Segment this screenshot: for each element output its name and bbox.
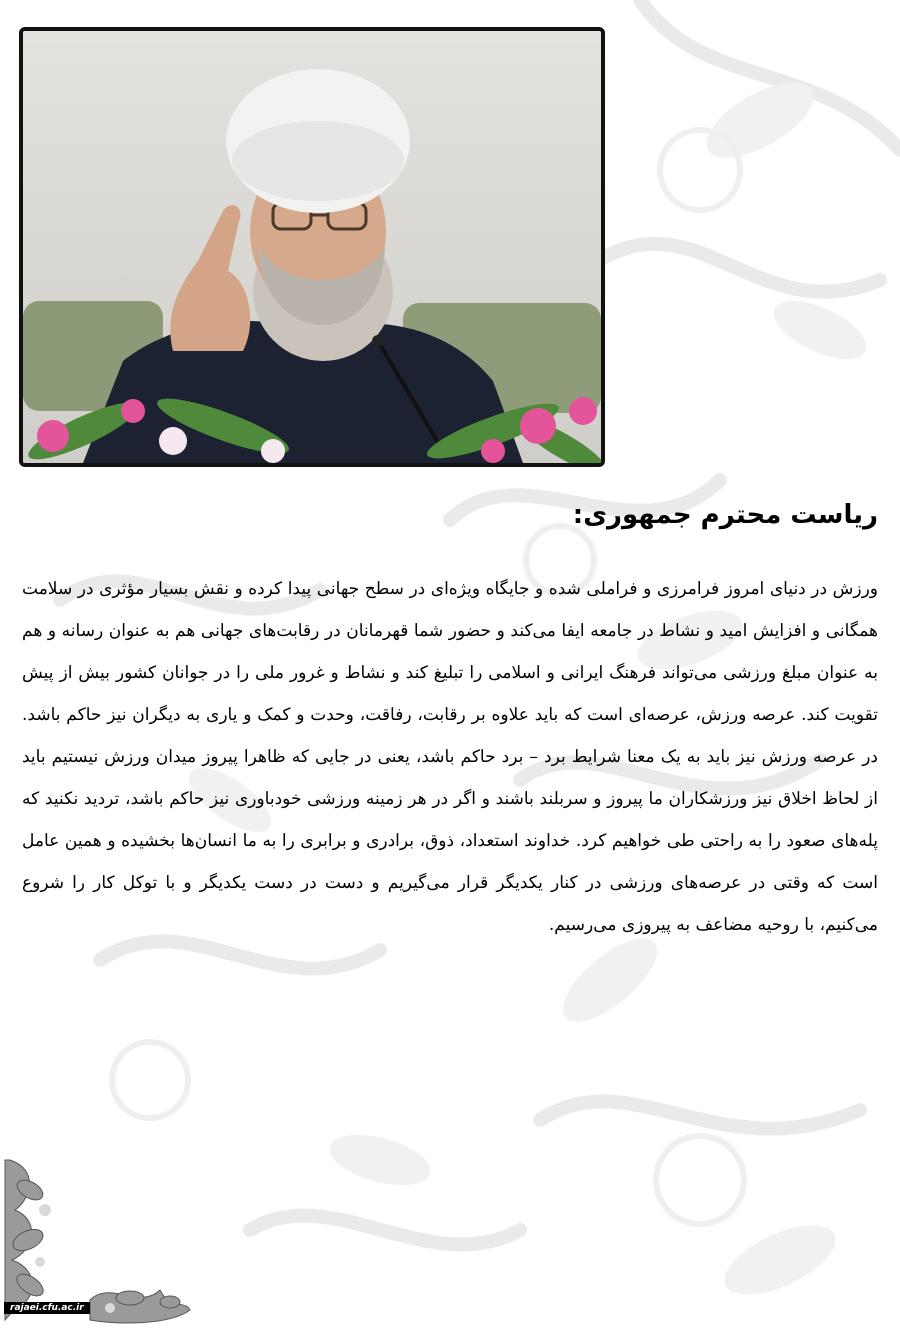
site-logo: rajaei.cfu.ac.ir	[4, 1302, 90, 1314]
portrait-photo	[19, 27, 605, 467]
body-paragraph: ورزش در دنیای امروز فرامرزی و فراملی شده و جایگاه ویژه‌ای در سطح جهانی پیدا کرده و نقش بسیار مؤثری در سلامت همگانی و افزایش امید و نشاط در جامعه ایفا می‌کند و حضور شما قهرمانان در رقابت‌های جهانی هم به عنوان رسانه و هم به عنوان مبلغ ورزشی می‌تواند فرهنگ ایرانی و اسلامی را تبلیغ کند و نشاط و غرور ملی را در جوانان کشور بیش از پیش تقویت کند. عرصه ورزش، عرصه‌ای است که باید علاوه بر رقابت، رفاقت، وحدت و کمک و یاری به دیگران نیز حاکم باشد. در عرصه ورزش نیز باید به یک معنا شرایط برد – برد حاکم باشد، یعنی در جایی که ظاهرا پیروز میدان ورزش نیستیم باید از لحاظ اخلاق نیز ورزشکاران ما پیروز و سربلند باشند و اگر در هر زمینه ورزشی خودباوری نیز حاکم باشد، تردید نکنید که پله‌های صعود را به راحتی طی خواهیم کرد. خداوند استعداد، ذوق، برادری و برابری را به ما انسان‌ها بخشیده و همین عامل است که وقتی در عرصه‌های ورزشی در کنار یکدیگر قرار می‌گیریم و دست در دست یکدیگر و با توکل کار را شروع می‌کنیم، با روحیه مضاعف به پیروزی می‌رسیم.	[22, 579, 879, 935]
page-heading: ریاست محترم جمهوری:	[572, 500, 878, 530]
